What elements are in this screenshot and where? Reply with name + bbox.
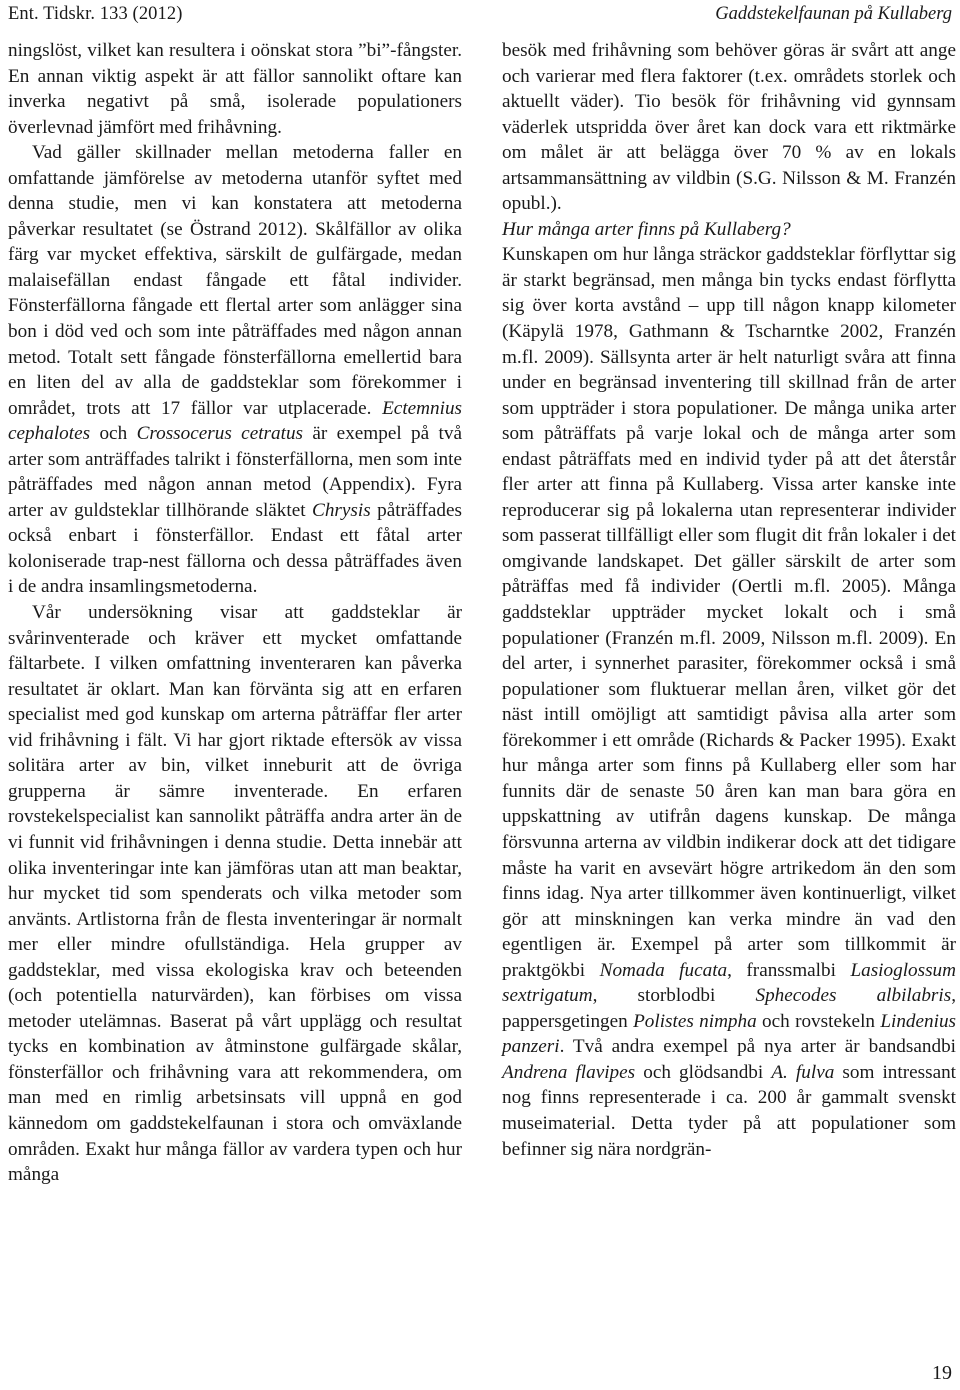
species-name: Polistes nimpha <box>633 1010 757 1032</box>
text-run: . Två andra exempel på nya arter är bandsandbi <box>559 1036 956 1058</box>
species-name: A. fulva <box>771 1061 835 1083</box>
text-run: , pappersgetingen <box>502 985 956 1032</box>
journal-citation: Ent. Tidskr. 133 (2012) <box>8 4 183 24</box>
left-column <box>8 38 462 1188</box>
species-name: Nomada fucata <box>599 959 728 981</box>
text-run: och glödsandbi <box>643 1061 764 1083</box>
paragraph-left-3: Vår undersökning visar att gaddsteklar är svårinventerade och kräver ett mycket omfattande fältarbete. I vilken omfattning inventeraren kan påverka resultatet är oklart. Man kan förvänta sig att en erfaren specialist med god kunskap om arterna påträffar fler arter vid frihåvning i fält. Vi har gjort riktade eftersök av vissa solitära arter av bin, vilket inneburit att de övriga grupperna är sämre inventerade. En erfaren rovstekelspecialist kan sannolikt påträffa andra arter än de vi funnit vid frihåvningen i denna studie. Detta innebär att olika inventeringar inte kan jämföras utan att man beaktar, hur mycket tid som spenderats och vilka metoder som använts. Artlistorna från de flesta inventeringar är normalt mer eller mindre ofullständiga. Hela grupper av gaddsteklar, med vissa ekologiska krav och beteenden (och potentiella naturvärden), kan förbises om vissa metoder utelämnas. Baserat på vårt upplägg och resultat tycks en kombination av åtminstone gulfärgade skålar, fönsterfällor och frihåvning vara att rekommendera, om man med en rimlig arbetsinsats vill uppnå en god kännedom om gaddstekelfaunan i stora och omväxlande områden. Exakt hur många fällor av vardera typen och hur många <box>8 602 462 1186</box>
text-run: , franssmalbi <box>727 959 836 981</box>
section-heading: Hur många arter finns på Kullaberg? <box>502 218 791 240</box>
text-run: Vad gäller skillnader mellan metoderna faller en omfattande jämförelse av metoderna utanför syftet med denna studie, men vi kan konstatera att metoderna påverkar resultatet (se Östrand 2012). Skålfällor av olika färg var mycket effektiva, särskilt de gulfärgade, medan malaisefällan endast fångade ett fåtal individer. Fönsterfällorna fångade ett flertal arter som anlägger sina bon i död ved och som inte påträffades med någon annan metod. Totalt sett fångade fönsterfällorna emellertid bara en liten del av alla de gaddsteklar som förekommer i området, trots att 17 fällor var utplacerade. <box>8 142 462 419</box>
text-run: , storblodbi <box>592 985 716 1007</box>
species-name: Crossocerus cetratus <box>136 423 303 445</box>
species-name: Sphecodes albilabris <box>755 985 952 1007</box>
genus-name: Chrysis <box>312 499 371 521</box>
paragraph-right-2 <box>502 242 956 1162</box>
right-column <box>502 38 956 1162</box>
text-run: Kunskapen om hur långa sträckor gaddsteklar förflyttar sig är starkt begränsad, men många bin tycks endast förflytta sig över korta avstånd – upp till någon knapp kilometer (Käpylä 1978, Gathmann & Tscharntke 2002, Franzén m.fl. 2009). Sällsynta arter är helt naturligt svåra att finna under en begränsad inventering till skillnad från de arter som uppträder i stora populationer. De många unika arter som påträffats på varje lokal och de många arter som endast påträffats med en individ tyder på att det återstår fler arter att finna på Kullaberg. Vissa arter kanske inte reproducerar sig på lokalerna utan representerar individer som passerat tillfälligt eller som flugit dit från lokaler i det omgivande landskapet. Det gäller särskilt de arter som påträffas med få individer (Oertli m.fl. 2005). Många gaddsteklar uppträder mycket lokalt och i små populationer (Franzén m.fl. 2009, Nilsson m.fl. 2009). En del arter, i synnerhet parasiter, förekommer också i små populationer som fluktuerar mellan åren, vilket gör det näst intill omöjligt att samtidigt påvisa alla arter som förekommer i ett område (Richards & Packer 1995). Exakt hur många arter som finns på Kullaberg eller som har funnits där de senaste 50 åren kan man bara göra en uppskattning av utifrån dagens kunskap. De många försvunna arterna av vildbin indikerar dock att det tidigare måste ha varit en avsevärt högre artrikedom än den som finns idag. Nya arter tillkommer även kontinuerligt, vilket gör att minskningen kan verka mindre än vad den egentligen är. Exempel på arter som tillkommit är praktgökbi <box>502 244 956 981</box>
species-name: Lasioglossum sextrigatum <box>502 959 956 1007</box>
paragraph-left-2 <box>8 140 462 600</box>
text-run: är exempel på två arter som anträffades talrikt i fönsterfällorna, men som inte påträffades med någon annan metod (Appendix). Fyra arter av guldsteklar tillhörande släktet <box>8 423 462 521</box>
species-name: Andrena flavipes <box>502 1061 636 1083</box>
page-number: 19 <box>932 1362 952 1384</box>
paragraph-left-1: ningslöst, vilket kan resultera i oönskat stora ”bi”-fångster. En annan viktig aspekt är att fällor sannolikt oftare kan inverka negativt på små, isolerade populationers överlevnad jämfört med frihåvning. <box>8 40 462 138</box>
text-run: påträffades också enbart i fönsterfällor. Endast ett fåtal arter koloniserade trap-nest fällorna och dessa påträffades även i de andra insamlingsmetoderna. <box>8 499 463 598</box>
species-name: Lindenius panzeri <box>502 1010 957 1058</box>
text-run: och <box>99 423 128 445</box>
paragraph-right-1: besök med frihåvning som behöver göras är svårt att ange och varierar med flera faktorer (t.ex. områdets storlek och aktuellt väder). Tio besök för frihåvning vid gynnsam väderlek utspridda över året kan dock vara ett riktmärke om målet är att belägga över 70 % av en lokals artsammansättning av vildbin (S.G. Nilsson & M. Franzén opubl.). <box>502 40 956 215</box>
text-run: som intressant nog finns representerade i ca. 200 år gammalt svenskt museimaterial. Detta tyder på att populationer som befinner sig nära nordgrän- <box>502 1061 957 1160</box>
running-title: Gaddstekelfaunan på Kullaberg <box>715 4 952 24</box>
species-name: Ectemnius cephalotes <box>8 397 463 445</box>
text-run: och rovstekeln <box>762 1010 875 1032</box>
